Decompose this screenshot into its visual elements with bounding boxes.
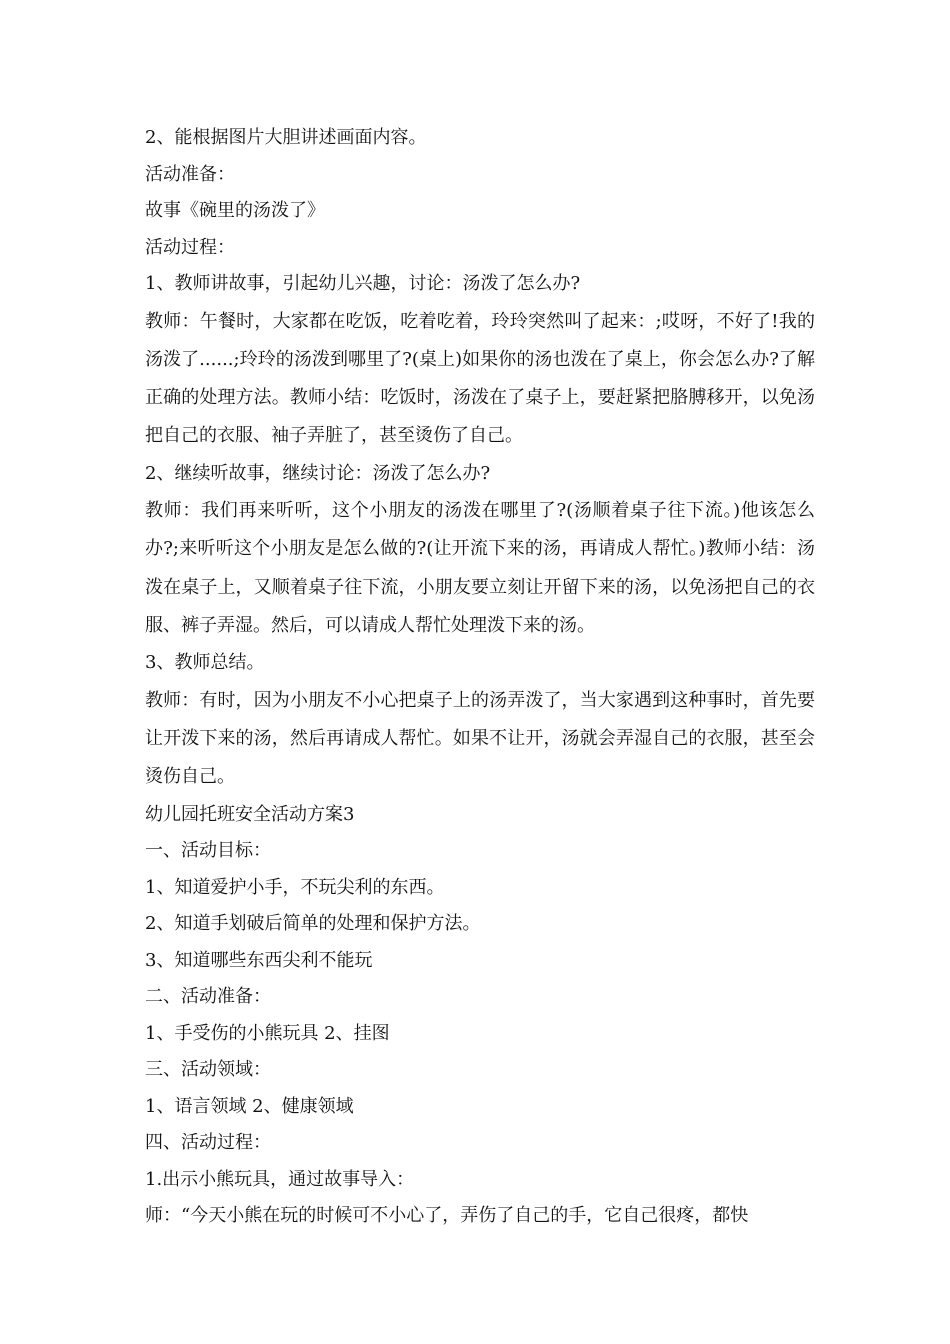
text-line: 故事《碗里的汤泼了》 bbox=[145, 200, 325, 221]
text-line: 2、知道手划破后简单的处理和保护方法。 bbox=[145, 913, 481, 935]
text-line: 1.出示小熊玩具，通过故事导入： bbox=[145, 1168, 415, 1190]
text-line: 活动准备： bbox=[145, 163, 235, 185]
text-line: 1、语言领域 2、健康领域 bbox=[145, 1095, 354, 1117]
text-line: 一、活动目标： bbox=[145, 840, 271, 862]
text-line: 活动过程： bbox=[145, 236, 235, 258]
text-line: 1、教师讲故事，引起幼儿兴趣，讨论：汤泼了怎么办? bbox=[145, 273, 581, 294]
text-line: 1、知道爱护小手，不玩尖利的东西。 bbox=[145, 876, 445, 898]
paragraph: 教师：有时，因为小朋友不小心把桌子上的汤弄泼了，当大家遇到这种事时，首先要让开泼下来的汤，然后再请成人帮忙。如果不让开，汤就会弄湿自己的衣服，甚至会烫伤自己。 bbox=[145, 689, 815, 788]
paragraph: 教师：午餐时，大家都在吃饭，吃着吃着，玲玲突然叫了起来：;哎呀，不好了!我的汤泼了......;玲玲的汤泼到哪里了?(桌上)如果你的汤也泼在了桌上，你会怎么办?了解正确的处理方法。教师小结：吃饭时，汤泼在了桌子上，要赶紧把胳膊移开，以免汤把自己的衣服、袖子弄脏了，甚至烫伤了自己。 bbox=[145, 310, 815, 447]
text-line: 3、知道哪些东西尖利不能玩 bbox=[145, 949, 373, 971]
text-line: 师：“今天小熊在玩的时候可不小心了，弄伤了自己的手，它自己很疼，都快 bbox=[145, 1205, 749, 1227]
text-line: 三、活动领域： bbox=[145, 1059, 271, 1081]
text-line: 四、活动过程： bbox=[145, 1132, 271, 1154]
text-line: 3、教师总结。 bbox=[145, 652, 265, 674]
text-line: 二、活动准备： bbox=[145, 986, 271, 1008]
text-line: 2、继续听故事，继续讨论：汤泼了怎么办? bbox=[145, 462, 491, 484]
document-body bbox=[145, 120, 815, 1235]
section-title: 幼儿园托班安全活动方案3 bbox=[145, 803, 355, 825]
text-line: 1、手受伤的小熊玩具 2、挂图 bbox=[145, 1022, 390, 1044]
text-line: 2、能根据图片大胆讲述画面内容。 bbox=[145, 127, 427, 148]
paragraph: 教师：我们再来听听，这个小朋友的汤泼在哪里了?(汤顺着桌子往下流。)他该怎么办?;来听听这个小朋友是怎么做的?(让开流下来的汤，再请成人帮忙。)教师小结：汤泼在桌子上，又顺着桌子往下流，小朋友要立刻让开留下来的汤，以免汤把自己的衣服、裤子弄湿。然后，可以请成人帮忙处理泼下来的汤。 bbox=[145, 500, 815, 637]
